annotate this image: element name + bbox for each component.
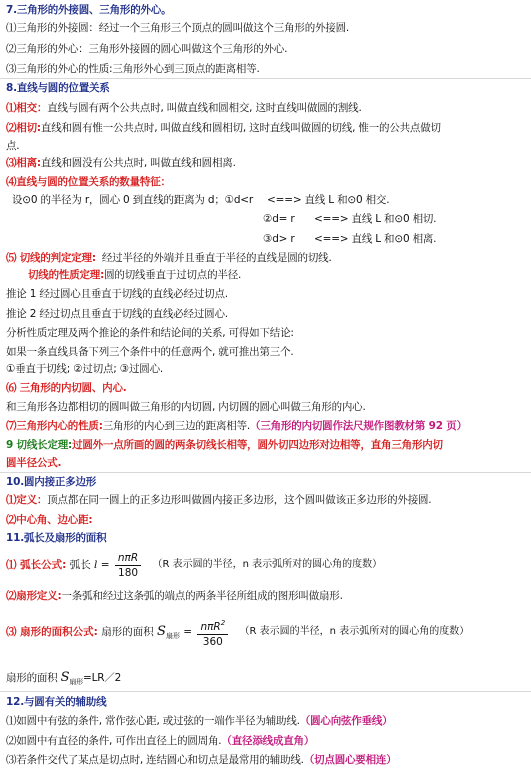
- s8-quant-3: [6, 231, 527, 247]
- s12-tangent-point: [6, 752, 527, 768]
- s8-quant-result-2: <==> 直线 L 和⊙0 相切.: [314, 213, 437, 225]
- s10-definition-text: 顶点都在同一圆上的正多边形叫做圆内接正多边形，这个圆叫做该正多边形的外接圆.: [47, 494, 432, 506]
- s12-chord-text: ⑴如圆中有弦的条件, 常作弦心距, 或过弦的一端作半径为辅助线.: [6, 715, 300, 727]
- s11-sector-area-lr: [6, 670, 527, 686]
- s8-incenter-text: 三角形的内心到三边的距离相等.: [102, 420, 251, 432]
- sector-exponent: 2: [220, 618, 226, 627]
- s8-tangent-text: 直线和圆有惟一公共点时, 叫做直线和圆相切, 这时直线叫做圆的切线, 惟一的公共点做切: [40, 122, 441, 134]
- keyword-tangent: ⑵相切:: [6, 122, 41, 134]
- sector-subscript: 扇形: [165, 632, 180, 640]
- equals-sign: =: [100, 559, 110, 571]
- s8-separate: [6, 155, 527, 171]
- s8-incircle-construction-note: （三角形的内切圆作法尺规作图教材第 92 页）: [250, 420, 467, 432]
- s12-chord-mnemonic: （圆心向弦作垂线）: [299, 715, 393, 727]
- s7-line-2: ⑵三角形的外心：三角形外接圆的圆心叫做这个三角形的外心.: [6, 43, 288, 55]
- sector-area-lr-symbol: S: [60, 670, 70, 685]
- separator: [0, 78, 531, 79]
- keyword-tangent-property: 切线的性质定理:: [28, 269, 105, 281]
- sector-area-symbol: S: [157, 624, 166, 639]
- s8-quant-result-3: <==> 直线 L 和⊙0 相离.: [314, 233, 437, 245]
- s12-diameter-mnemonic: （直径添线成直角）: [221, 735, 315, 747]
- s11-sector-def-text: 一条弧和经过这条弧的端点的两条半径所组成的图形叫做扇形.: [61, 590, 343, 602]
- s12-tangent-point-mnemonic: （切点圆心要相连）: [303, 754, 397, 766]
- s8-incircle-title: ⑹ 三角形的内切圆、内心.: [6, 382, 127, 394]
- arc-length-symbol: l: [94, 559, 98, 571]
- keyword-definition: ⑴定义：: [6, 494, 48, 506]
- s8-tangent-property-text: 圆的切线垂直于过切点的半径.: [104, 269, 242, 281]
- s8-quant-2: [6, 211, 527, 227]
- s8-incenter-property: [6, 418, 527, 434]
- section-7-title: 7.三角形的外接圆、三角形的外心。: [6, 4, 172, 16]
- s12-tangent-point-text: ⑶若条件交代了某点是切点时, 连结圆心和切点是最常用的辅助线.: [6, 754, 304, 766]
- s8-corollary-1: 推论 1 经过圆心且垂直于切线的直线必经过切点.: [6, 288, 228, 300]
- s12-diameter-text: ⑵如圆中有直径的条件, 可作出直径上的圆周角.: [6, 735, 222, 747]
- s8-intersect-text: 直线与圆有两个公共点时, 叫做直线和圆相交, 这时直线叫做圆的割线.: [47, 102, 362, 114]
- s11-sector-area: [6, 615, 527, 649]
- section-9-title: 9 切线长定理:: [6, 439, 73, 451]
- section-12-title: 12.与圆有关的辅助线: [6, 696, 107, 708]
- keyword-arc-length: ⑴ 弧长公式:: [6, 559, 67, 571]
- s8-conclusion: 如果一条直线具备下列三个条件中的任意两个, 就可推出第三个.: [6, 346, 294, 358]
- s8-tangent-cont: 点.: [6, 140, 20, 152]
- section-9: [6, 437, 527, 453]
- keyword-tangent-criterion: ⑸ 切线的判定定理:: [6, 252, 96, 264]
- s12-diameter: [6, 733, 527, 749]
- separator: [0, 472, 531, 473]
- keyword-separate: ⑶相离:: [6, 157, 41, 169]
- arc-length-label: 弧长: [69, 559, 91, 571]
- keyword-sector-def: ⑵扇形定义:: [6, 590, 62, 602]
- sector-area-lr-formula: =LR／2: [82, 672, 122, 684]
- separator: [0, 691, 531, 692]
- section-11-title: 11.弧长及扇形的面积: [6, 532, 107, 544]
- section-10-title: 10.圆内接正多边形: [6, 476, 97, 488]
- keyword-incenter-property: ⑺三角形内心的性质:: [6, 420, 103, 432]
- arc-length-note: （R 表示圆的半径，n 表示弧所对的圆心角的度数）: [152, 559, 383, 570]
- s7-line-1: ⑴三角形的外接圆：经过一个三角形三个顶点的圆叫做这个三角形的外接圆.: [6, 22, 350, 34]
- s8-quant-1: [6, 192, 527, 208]
- s9-text: 过圆外一点所画的圆的两条切线长相等，圆外切四边形对边相等，直角三角形内切: [72, 439, 443, 451]
- section-8-title: 8.直线与圆的位置关系: [6, 82, 110, 94]
- s11-sector-def: [6, 588, 527, 604]
- s8-analysis: 分析性质定理及两个推论的条件和结论间的关系, 可得如下结论:: [6, 327, 294, 339]
- s8-tangent: [6, 120, 527, 136]
- sector-numerator: [197, 616, 228, 635]
- arc-denominator: 180: [118, 566, 139, 579]
- s8-tangent-property: [28, 267, 527, 283]
- sector-numerator-base: nπR: [200, 620, 221, 633]
- sector-area-fraction: [197, 616, 228, 649]
- s9-text-cont: 圆半径公式.: [6, 457, 62, 469]
- s11-arc-length: [6, 548, 527, 582]
- s8-quant-cond-3: ③d> r: [263, 233, 295, 245]
- s8-tangent-criterion: [6, 250, 527, 266]
- sector-area-lr-label: 扇形的面积: [6, 672, 58, 684]
- s8-quant-title: ⑷直线与圆的位置关系的数量特征：: [6, 176, 171, 188]
- s8-incircle-def: 和三角形各边都相切的圆叫做三角形的内切圆, 内切圆的圆心叫做三角形的内心.: [6, 401, 366, 413]
- s8-quant-cond-2: ②d= r: [263, 213, 295, 225]
- s12-chord: [6, 713, 527, 729]
- sector-lr-subscript: 扇形: [69, 678, 83, 686]
- s10-definition: [6, 492, 527, 508]
- s8-tangent-criterion-text: 经过半径的外端并且垂直于半径的直线是圆的切线.: [101, 252, 332, 264]
- s8-separate-text: 直线和圆没有公共点时, 叫做直线和圆相离.: [40, 157, 236, 169]
- sector-denominator: 360: [202, 635, 223, 648]
- arc-length-fraction: [115, 551, 141, 580]
- s7-line-3: ⑶三角形的外心的性质:三角形外心到三顶点的距离相等.: [6, 63, 260, 75]
- sector-area-note: （R 表示圆的半径，n 表示弧所对的圆心角的度数）: [239, 626, 470, 637]
- arc-numerator: nπR: [115, 551, 141, 566]
- s8-quant-premise: 设⊙0 的半径为 r，圆心 0 到直线的距离为 d；①d<r: [12, 194, 254, 206]
- s8-quant-result-1: <==> 直线 L 和⊙0 相交.: [267, 194, 390, 206]
- equals-sign: =: [183, 626, 193, 638]
- sector-area-label: 扇形的面积: [101, 626, 154, 638]
- keyword-sector-area: ⑶ 扇形的面积公式:: [6, 626, 98, 638]
- s8-conditions: ①垂直于切线; ②过切点; ③过圆心.: [6, 363, 164, 375]
- s8-intersect: [6, 100, 527, 116]
- s8-corollary-2: 推论 2 经过切点且垂直于切线的直线必经过圆心.: [6, 308, 228, 320]
- keyword-intersect: ⑴相交：: [6, 102, 48, 114]
- s10-central-angle: ⑵中心角、边心距:: [6, 514, 93, 526]
